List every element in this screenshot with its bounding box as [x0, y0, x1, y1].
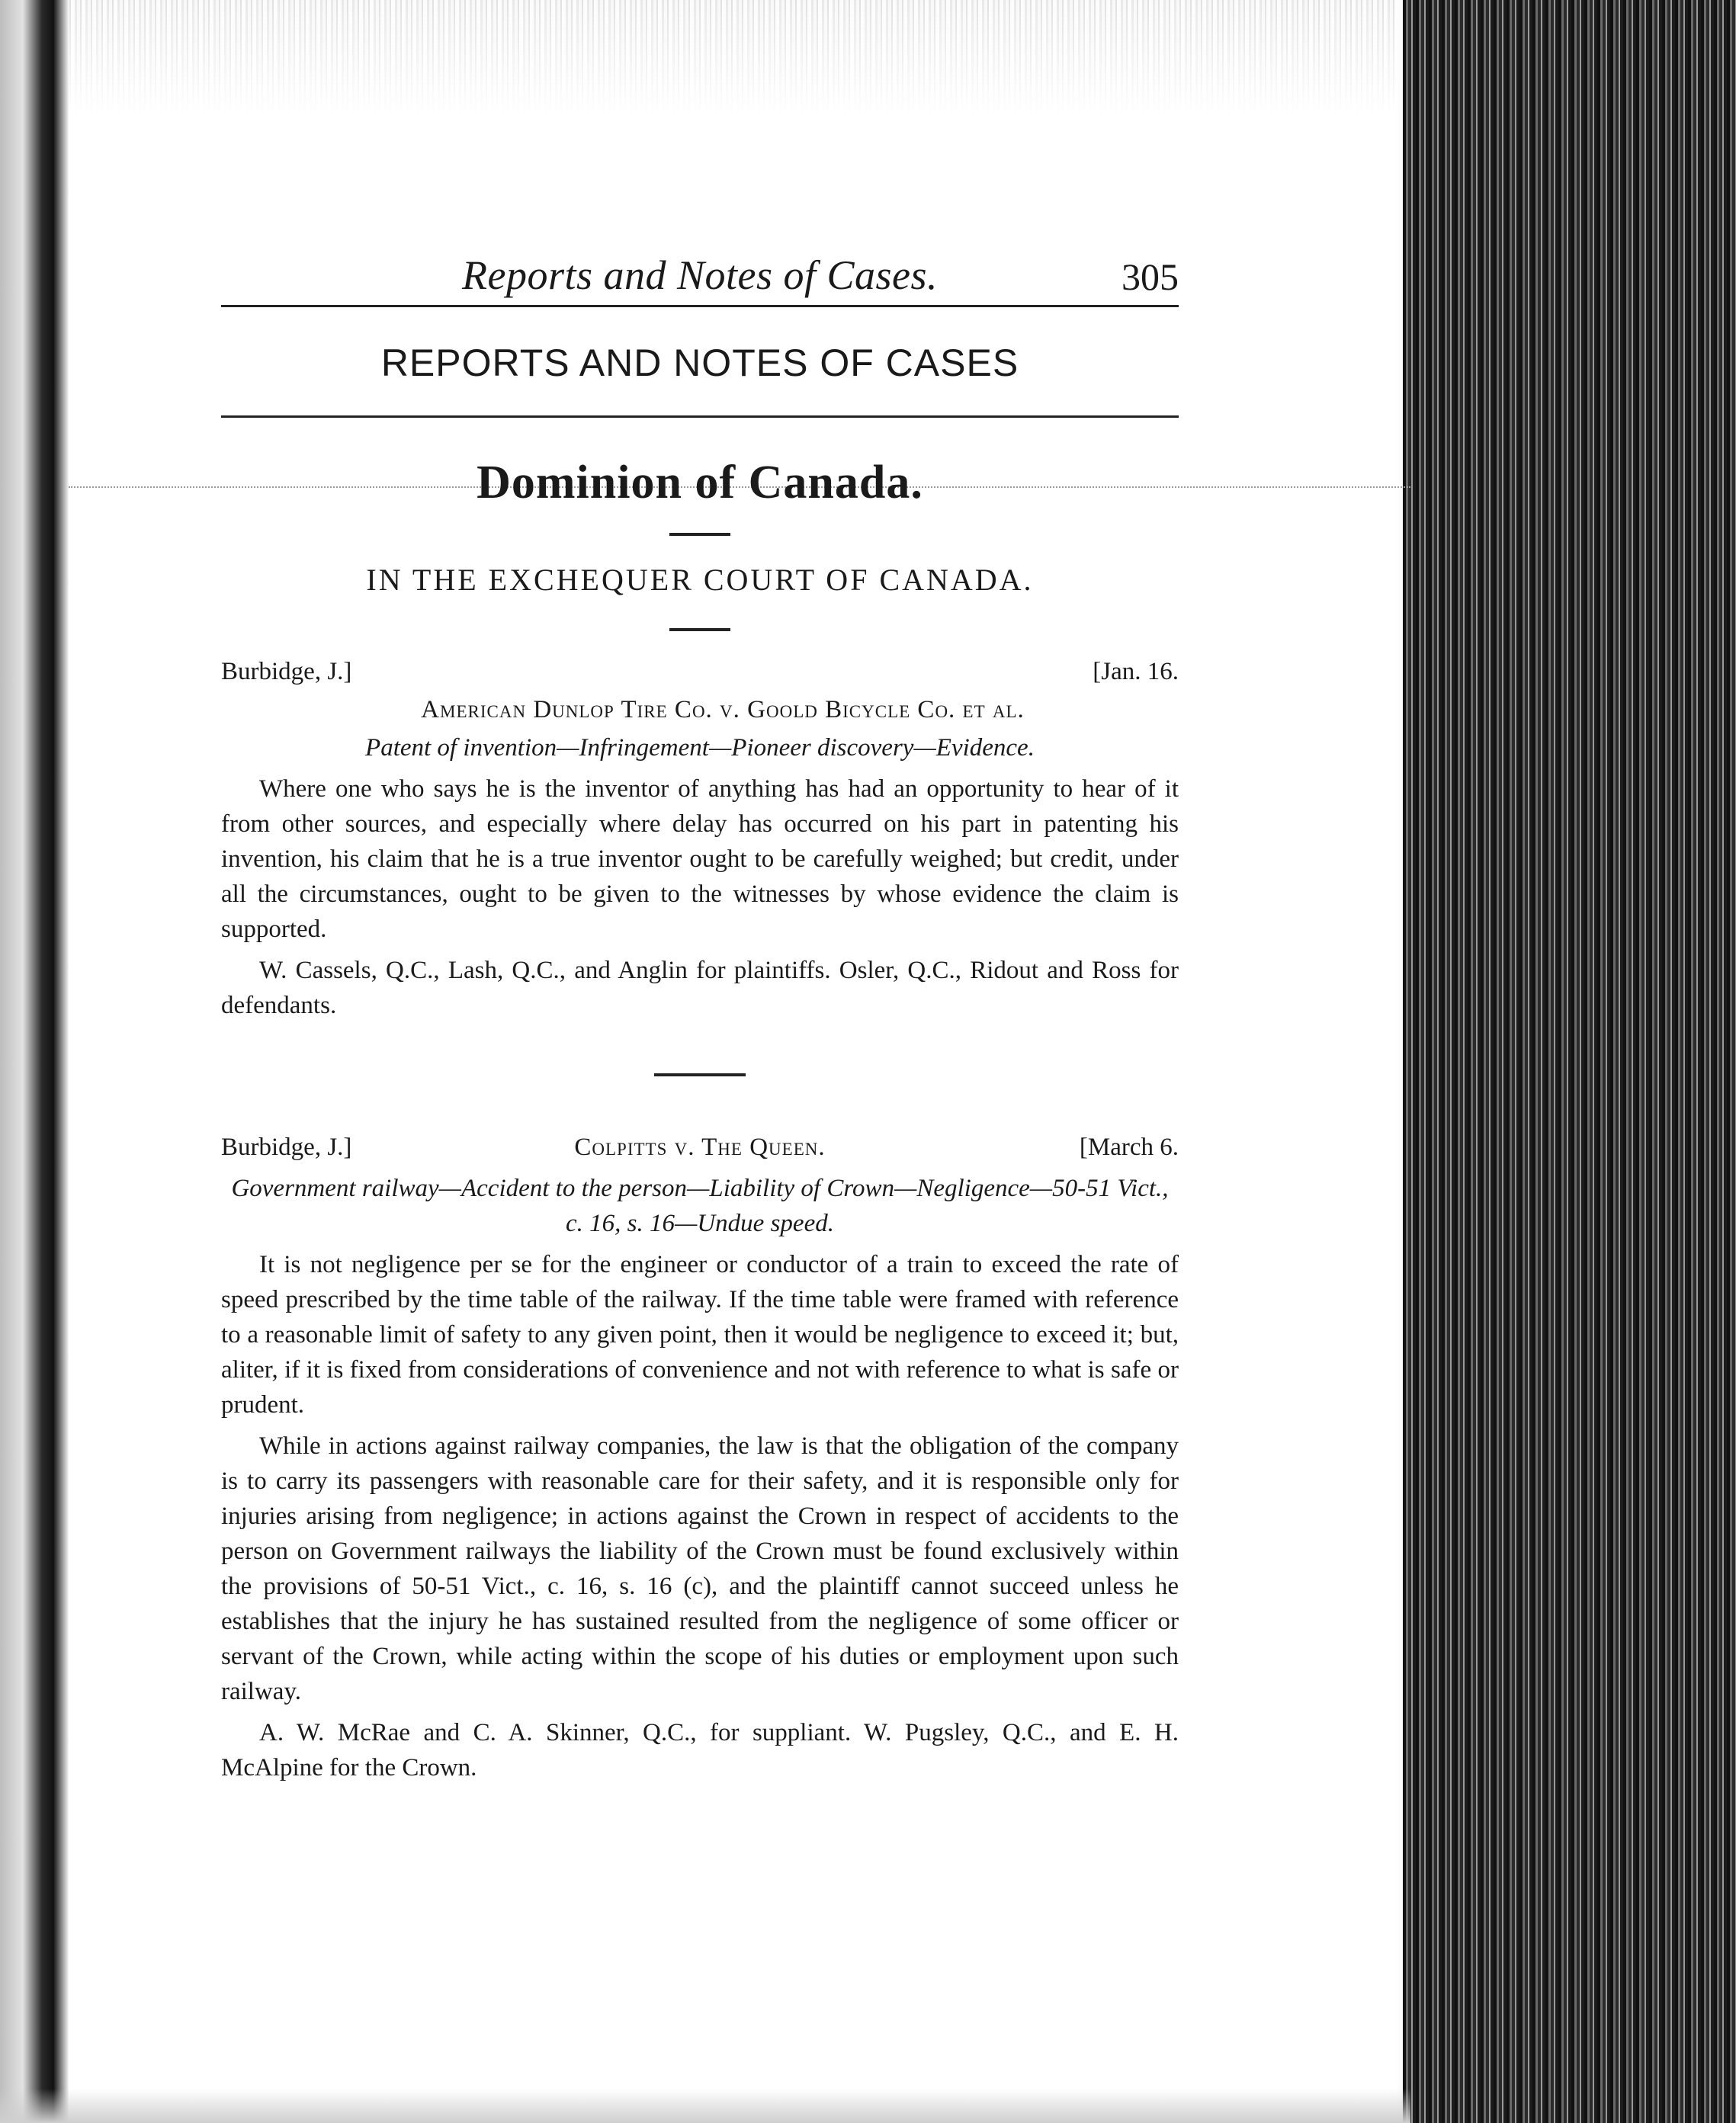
- divider: [669, 533, 730, 536]
- case-entry-1: [221, 654, 1179, 1023]
- running-head: [221, 244, 1179, 305]
- section-rule: [221, 415, 1179, 418]
- scan-left-edge: [0, 0, 69, 2123]
- counsel-paragraph: A. W. McRae and C. A. Skinner, Q.C., for suppliant. W. Pugsley, Q.C., and E. H. McAlpine for the Crown.: [221, 1719, 1179, 1781]
- catchwords: Patent of invention—Infringement—Pioneer discovery—Evidence.: [365, 734, 1035, 762]
- divider: [669, 628, 730, 631]
- case-parties: American Dunlop Tire Co. v. Goold Bicycle Co. et al.: [421, 696, 1025, 723]
- scan-bottom-edge: [0, 2089, 1410, 2123]
- holding-paragraph: While in actions against railway companies, the law is that the obligation of the company is to carry its passengers with reasonable care for their safety, and it is responsible only for injuries arising from negligence; in actions against the Crown in respect of accidents to the person on Government railways the liability of the Crown must be found exclusively within the provisions of 50-51 Vict., c. 16, s. 16 (c), and the plaintiff cannot succeed unless he establishes that the injury he has sustained resulted from the negligence of some officer or servant of the Crown, while acting within the scope of his duties or employment upon such railway.: [221, 1432, 1179, 1705]
- case-entry-2: [221, 1130, 1179, 1785]
- case-head-line: [221, 654, 1179, 692]
- running-title: Reports and Notes of Cases.: [461, 252, 938, 298]
- case-parties: Colpitts v. The Queen.: [574, 1134, 826, 1161]
- case-date: [Jan. 16.: [1093, 658, 1179, 685]
- court-heading: IN THE EXCHEQUER COURT OF CANADA.: [366, 563, 1034, 597]
- judge: Burbidge, J.]: [221, 1134, 352, 1161]
- case-date: [March 6.: [1079, 1134, 1179, 1161]
- judge: Burbidge, J.]: [221, 658, 352, 685]
- scan-top-edge: [0, 0, 1410, 114]
- page-number: 305: [1122, 255, 1179, 298]
- divider: [654, 1073, 746, 1076]
- section-title: REPORTS AND NOTES OF CASES: [380, 342, 1019, 384]
- scan-right-edge: [1403, 0, 1736, 2123]
- jurisdiction-heading: Dominion of Canada.: [477, 457, 923, 508]
- holding-paragraph: Where one who says he is the inventor of anything has had an opportunity to hear of it from other sources, and especially where delay has occurred on his part in patenting his invention, his claim that he is a true inventor ought to be carefully weighed; but credit, under all the circumstances, ought to be given to the witnesses by whose evidence the claim is supported.: [221, 775, 1179, 943]
- case-head-line: [221, 1130, 1179, 1168]
- page-content: [221, 244, 1179, 1791]
- catchwords: Government railway—Accident to the person—Liability of Crown—Negligence—50-51 Vict., c. 16, s. 16—Undue speed.: [231, 1175, 1169, 1237]
- holding-paragraph: It is not negligence per se for the engineer or conductor of a train to exceed the rate of speed prescribed by the time table of the railway. If the time table were framed with reference to a reasonable limit of safety to any given point, then it would be negligence to exceed it; but, aliter, if it is fixed from considerations of convenience and not with reference to what is safe or prudent.: [221, 1251, 1179, 1419]
- counsel-paragraph: W. Cassels, Q.C., Lash, Q.C., and Anglin for plaintiffs. Osler, Q.C., Ridout and Ross for defendants.: [221, 957, 1179, 1019]
